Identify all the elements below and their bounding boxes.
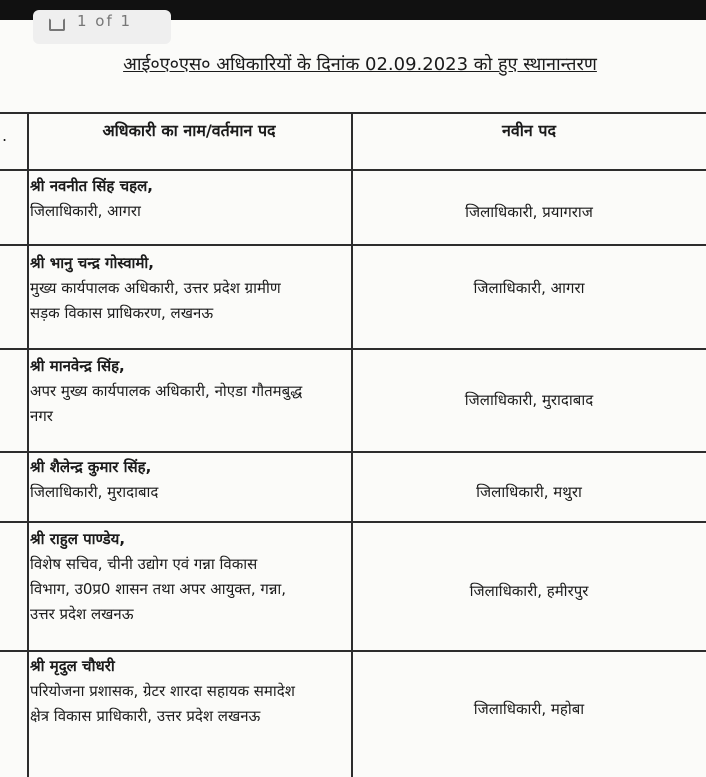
current-post: परियोजना प्रशासक, ग्रेटर शारदा सहायक समादेश xyxy=(30,682,295,700)
officer-name: श्री मृदुल चौधरी xyxy=(30,657,115,675)
table-row xyxy=(30,251,350,326)
officer-column-header: अधिकारी का नाम/वर्तमान पद xyxy=(102,121,276,140)
officer-name: श्री मानवेन्द्र सिंह, xyxy=(30,357,125,375)
new-post: जिलाधिकारी, आगरा xyxy=(473,279,585,297)
current-post: अपर मुख्य कार्यपालक अधिकारी, नोएडा गौतमबुद्ध xyxy=(30,382,303,400)
serial-column-header: . xyxy=(2,126,8,145)
new-post: जिलाधिकारी, हमीरपुर xyxy=(469,582,589,600)
table-rule xyxy=(0,169,706,171)
new-post: जिलाधिकारी, मुरादाबाद xyxy=(464,391,594,409)
table-rule xyxy=(0,521,706,523)
current-post: सड़क विकास प्राधिकरण, लखनऊ xyxy=(30,304,214,322)
table-row xyxy=(30,354,350,429)
table-rule xyxy=(0,451,706,453)
table-rule xyxy=(0,650,706,652)
current-post: जिलाधिकारी, आगरा xyxy=(30,202,141,220)
officer-name: श्री नवनीत सिंह चहल, xyxy=(30,177,153,195)
page-icon xyxy=(49,18,65,31)
new-post: जिलाधिकारी, महोबा xyxy=(473,700,585,718)
officer-name: श्री राहुल पाण्डेय, xyxy=(30,530,126,548)
current-post: विभाग, उ0प्र0 शासन तथा अपर आयुक्त, गन्ना, xyxy=(30,580,287,598)
table-rule xyxy=(0,244,706,246)
new-post: जिलाधिकारी, मथुरा xyxy=(476,483,582,501)
current-post: नगर xyxy=(30,407,53,425)
current-post: क्षेत्र विकास प्राधिकारी, उत्तर प्रदेश लखनऊ xyxy=(30,707,261,725)
current-post: जिलाधिकारी, मुरादाबाद xyxy=(30,483,159,501)
page-indicator-text: 1 of 1 xyxy=(77,12,133,30)
table-rule xyxy=(0,348,706,350)
table-rule xyxy=(0,112,706,114)
table-row xyxy=(30,527,350,627)
current-post: विशेष सचिव, चीनी उद्योग एवं गन्ना विकास xyxy=(30,555,258,573)
officer-name: श्री शैलेन्द्र कुमार सिंह, xyxy=(30,458,152,476)
table-column-divider xyxy=(27,112,29,777)
current-post: उत्तर प्रदेश लखनऊ xyxy=(30,605,134,623)
officer-name: श्री भानु चन्द्र गोस्वामी, xyxy=(30,254,154,272)
page-indicator[interactable] xyxy=(33,10,171,44)
table-row xyxy=(30,455,350,505)
document-heading: आई०ए०एस० अधिकारियों के दिनांक 02.09.2023 को हुए स्थानान्तरण xyxy=(123,54,597,75)
current-post: मुख्य कार्यपालक अधिकारी, उत्तर प्रदेश ग्रामीण xyxy=(30,279,281,297)
table-row xyxy=(30,654,350,729)
table-row xyxy=(30,174,350,224)
new-post: जिलाधिकारी, प्रयागराज xyxy=(465,203,593,221)
new-post-column-header: नवीन पद xyxy=(502,121,556,140)
transfer-table xyxy=(0,112,706,777)
